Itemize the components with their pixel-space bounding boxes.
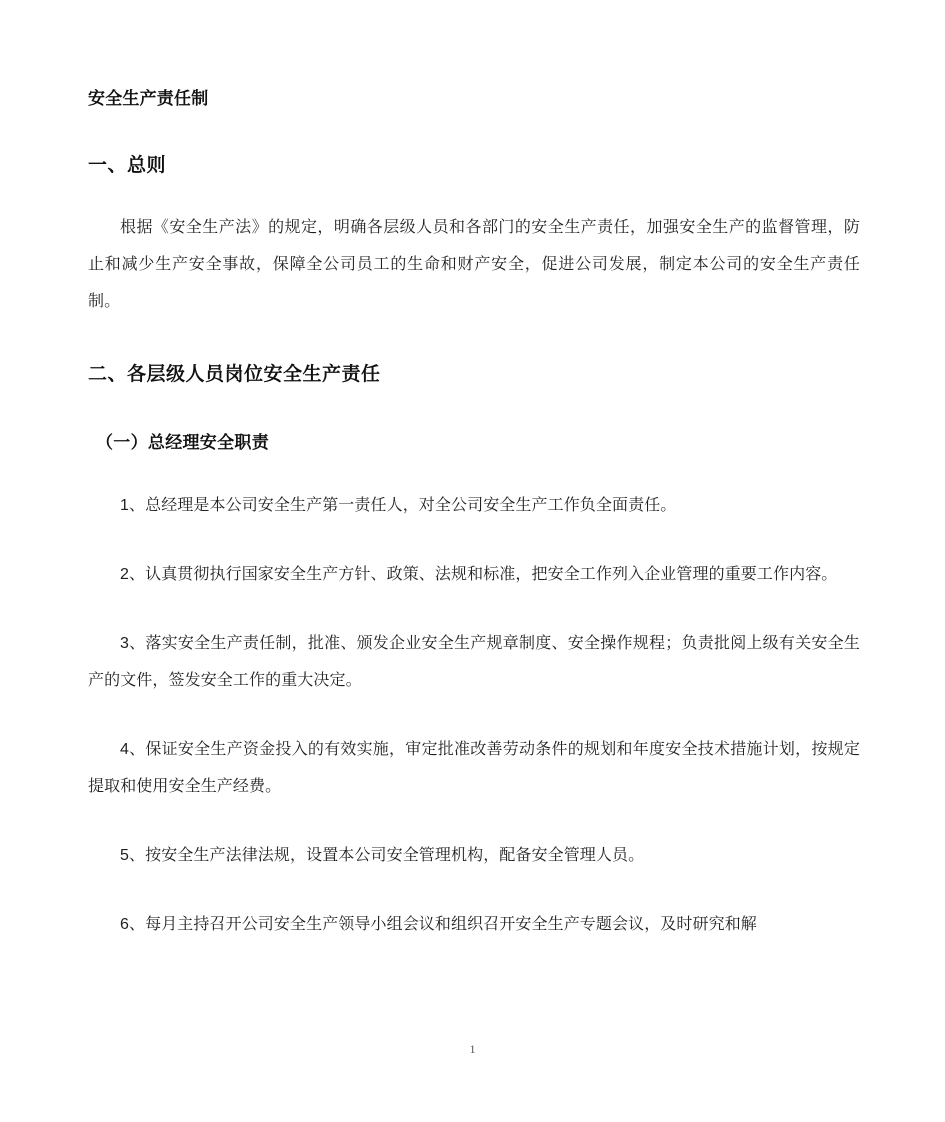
list-item: 2、认真贯彻执行国家安全生产方针、政策、法规和标准，把安全工作列入企业管理的重要工作内容。: [120, 566, 838, 584]
list-item: 3、落实安全生产责任制，批准、颁发企业安全生产规章制度、安全操作规程；负责批阅上级有关安全生产的文件，签发安全工作的重大决定。: [88, 635, 860, 690]
section-heading-2: 二、各层级人员岗位安全生产责任: [88, 363, 381, 385]
page-number: 1: [469, 1042, 476, 1056]
subsection-heading-general-manager: （一）总经理安全职责: [96, 433, 269, 453]
page-content: [88, 0, 860, 943]
list-item: 5、按安全生产法律法规，设置本公司安全管理机构，配备安全管理人员。: [120, 847, 645, 865]
list-item: 4、保证安全生产资金投入的有效实施，审定批准改善劳动条件的规划和年度安全技术措施计划，按规定提取和使用安全生产经费。: [88, 741, 860, 796]
paragraph-general-principles: 根据《安全生产法》的规定，明确各层级人员和各部门的安全生产责任，加强安全生产的监督管理，防止和减少生产安全事故，保障全公司员工的生命和财产安全，促进公司发展，制定本公司的安全生产责任制。: [88, 218, 860, 310]
page-footer: [0, 1040, 945, 1058]
page-title: 安全生产责任制: [88, 89, 209, 108]
section-heading-1: 一、总则: [88, 154, 167, 176]
list-item: 6、每月主持召开公司安全生产领导小组会议和组织召开安全生产专题会议，及时研究和解: [120, 916, 757, 934]
list-item: 1、总经理是本公司安全生产第一责任人，对全公司安全生产工作负全面责任。: [120, 497, 677, 515]
